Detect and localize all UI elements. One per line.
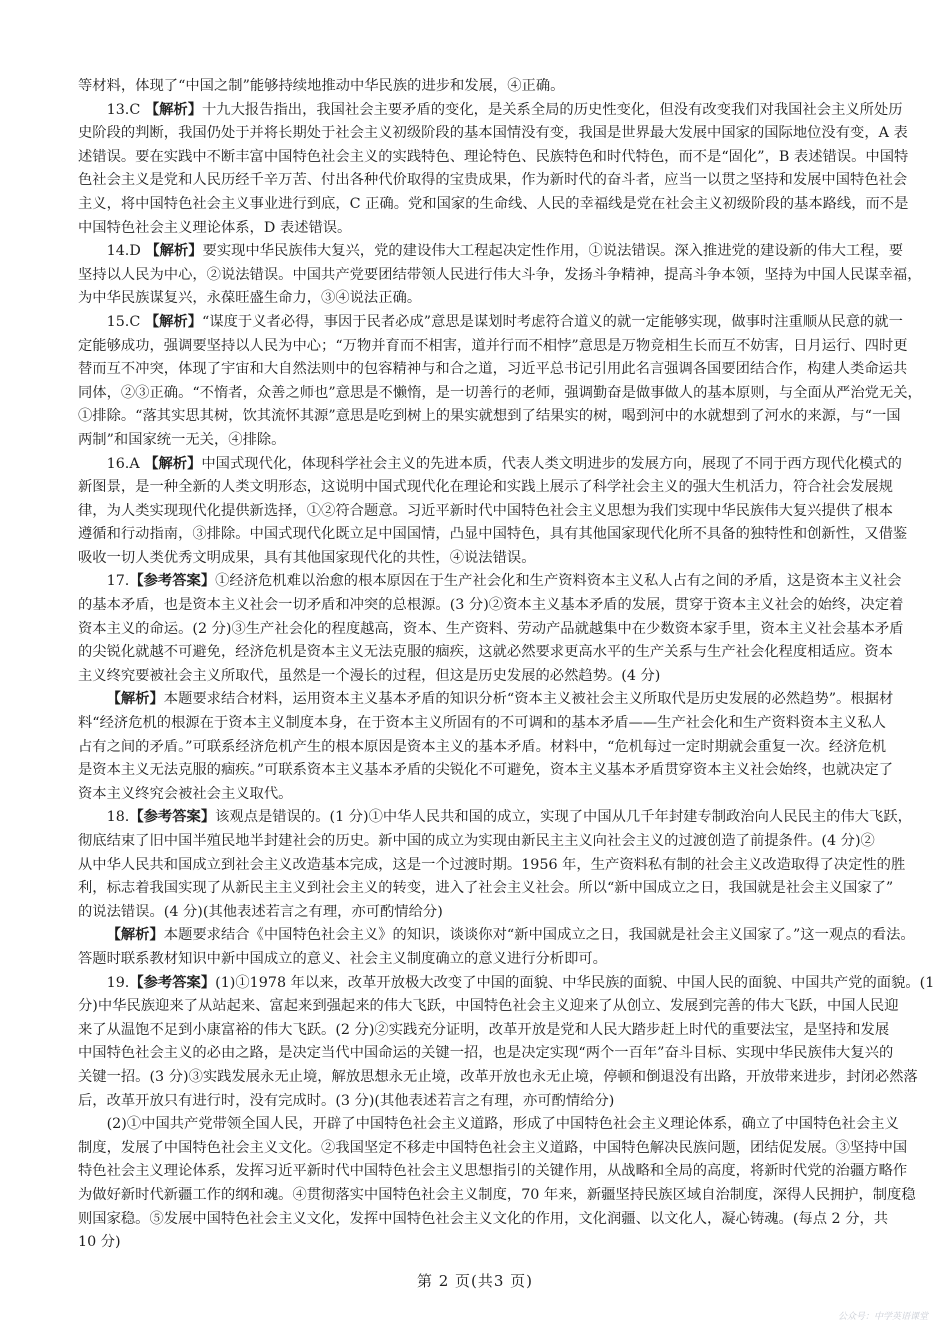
answer-paragraph [78, 99, 909, 241]
line-text: 从中华人民共和国成立到社会主义改造基本完成，这是一个过渡时期。1956 年，生产资料私有制的社会主义改造取得了决定性的胜 [78, 856, 906, 873]
text-line [78, 854, 906, 878]
section-tag: 【解析】 [144, 313, 203, 330]
line-text: 后，改革开放只有进行时，没有完成时。(3 分)(其他表述若言之有理，亦可酌情给分) [78, 1092, 615, 1109]
section-tag: 【参考答案】 [129, 974, 216, 991]
line-text: 来了从温饱不足到小康富裕的伟大飞跃。(2 分)②实践充分证明，改革开放是党和人民大踏步赶上时代的重要法宝，是坚持和发展 [78, 1021, 890, 1038]
text-line [78, 287, 872, 311]
text-line [78, 146, 909, 170]
line-text: 答题时联系教材知识中新中国成立的意义、社会主义制度确立的意义进行分析即可。 [78, 950, 607, 967]
line-text: 特色社会主义理论体系，发挥习近平新时代中国特色社会主义思想指引的关键作用，从战略和全局的高度，将新时代党的治疆方略作 [78, 1163, 908, 1180]
section-tag: 【解析】 [144, 455, 202, 472]
line-text: 述错误。要在实践中不断丰富中国特色社会主义的实践特色、理论特色、民族特色和时代特色，而不是“固化”，B 表述错误。中国特 [78, 148, 909, 165]
question-number: 16.A [106, 455, 145, 472]
text-line [78, 1160, 908, 1184]
line-text: 本题要求结合材料，运用资本主义基本矛盾的知识分析“资本主义被社会主义所取代是历史发展的必然趋势”。根据材 [163, 691, 894, 708]
line-text: 资本主义终究会被社会主义取代。 [78, 785, 293, 802]
text-line [78, 1113, 899, 1137]
line-text: 本题要求结合《中国特色社会主义》的知识，谈谈你对“新中国成立之日，我国就是社会主义国家了。”这一观点的看法。 [163, 927, 915, 944]
text-line [78, 122, 908, 146]
line-text: 坚持以人民为中心，②说法错误。中国共产党要团结带领人民进行伟大斗争，发扬斗争精神，提高斗争本领，坚持为中国人民谋幸福， [78, 266, 922, 283]
line-text: 的尖锐化就越不可避免，经济危机是资本主义无法克服的痼疾，这就必然要求更高水平的生产关系与生产社会化程度相适应。资本 [78, 644, 893, 661]
text-line [78, 523, 908, 547]
question-number: 19. [106, 974, 130, 991]
line-text: “谋度于义者必得，事因于民者必成”意思是谋划时考虑符合道义的就一定能够实现，做事时注重顺从民意的就一 [202, 313, 903, 330]
text-line [78, 594, 904, 618]
text-line [78, 948, 872, 972]
line-text: 主义终究要被社会主义所取代，虽然是一个漫长的过程，但这是历史发展的必然趋势。(4 分) [78, 667, 661, 684]
text-line [78, 311, 903, 335]
line-text: 等材料，体现了“中国之制”能够持续地推动中华民族的进步和发展，④正确。 [78, 78, 565, 94]
line-text: 中国式现代化，体现科学社会主义的先进本质，代表人类文明进步的发展方向，展现了不同于西方现代化模式的 [201, 455, 902, 472]
answer-paragraph [78, 688, 894, 806]
text-line [78, 1231, 872, 1255]
text-line [78, 99, 903, 123]
line-text: 的说法错误。(4 分)(其他表述若言之有理，亦可酌情给分) [78, 903, 443, 920]
line-text: 的基本矛盾，也是资本主义社会一切矛盾和冲突的总根源。(3 分)②资本主义基本矛盾的发展，贯穿于资本主义社会的始终，决定着 [78, 597, 904, 614]
text-line [78, 570, 902, 594]
line-text: 新图景，是一种全新的人类文明形态，这说明中国式现代化在理论和实践上展示了科学社会主义的强大生机活力，符合社会发展规 [78, 479, 893, 496]
text-line [78, 382, 922, 406]
text-line [78, 1184, 916, 1208]
text-line [78, 783, 872, 807]
line-text: (1)①1978 年以来，改革开放极大改变了中国的面貌、中华民族的面貌、中国人民的面貌、中国共产党的面貌。(1 [215, 974, 935, 991]
line-text: 中国特色社会主义理论体系，D 表述错误。 [78, 219, 352, 236]
line-text: 是资本主义无法克服的痼疾。”可联系资本主义基本矛盾的尖锐化不可避免，资本主义基本矛盾贯穿资本主义社会始终，也就决定了 [78, 762, 894, 779]
answer-paragraph [78, 311, 922, 453]
line-text: 十九大报告指出，我国社会主要矛盾的变化，是关系全局的历史性变化，但没有改变我们对我国社会主义所处历 [202, 101, 903, 118]
section-tag: 【解析】 [106, 927, 164, 944]
text-line [78, 429, 872, 453]
text-line [78, 995, 899, 1019]
text-line [78, 665, 872, 689]
text-line [78, 1090, 872, 1114]
line-text: 色社会主义是党和人民历经千辛万苦、付出各种代价取得的宝贵成果，作为新时代的奋斗者，应当一以贯之坚持和发展中国特色社会 [78, 172, 908, 189]
document-body [78, 75, 935, 1255]
text-line [78, 759, 894, 783]
section-tag: 【解析】 [145, 243, 203, 260]
text-line [78, 169, 908, 193]
text-line [78, 618, 904, 642]
line-text: 资本主义的命运。(2 分)③生产社会化的程度越高，资本、生产资料、劳动产品就越集中在少数资本家手里，资本主义社会基本矛盾 [78, 620, 904, 637]
answer-paragraph [78, 570, 904, 688]
text-line [78, 1137, 908, 1161]
text-line [78, 806, 912, 830]
line-text: 分)中华民族迎来了从站起来、富起来到强起来的伟大飞跃，中国特色社会主义迎来了从创立、发展到完善的伟大飞跃，中国人民迎 [78, 998, 899, 1015]
line-text: 利，标志着我国实现了从新民主主义到社会主义的转变，进入了社会主义社会。所以“新中国成立之日，我国就是社会主义国家了” [78, 880, 894, 897]
line-text: 吸收一切人类优秀文明成果，具有其他国家现代化的共性，④说法错误。 [78, 549, 536, 566]
section-tag: 【解析】 [106, 691, 164, 708]
text-line [78, 877, 894, 901]
question-number: 14.D [106, 243, 146, 260]
text-line [78, 335, 908, 359]
text-line [78, 453, 902, 477]
line-text: ①排除。“落其实思其树，饮其流怀其源”意思是吃到树上的果实就想到了结果实的树，喝到河中的水就想到了河水的来源，与“一国 [78, 408, 901, 425]
line-text: 关键一招。(3 分)③实践发展永无止境，解放思想永无止境，改革开放也永无止境，停顿和倒退没有出路，开放带来进步，封闭必然落 [78, 1068, 918, 1085]
text-line [78, 547, 872, 571]
line-text: 两制”和国家统一无关，④排除。 [78, 431, 286, 448]
text-line [78, 688, 894, 712]
section-tag: 【参考答案】 [129, 809, 216, 826]
line-text: 10 分) [78, 1234, 121, 1251]
text-line [78, 972, 935, 996]
section-tag: 【解析】 [144, 101, 203, 118]
line-text: (2)①中国共产党带领全国人民，开辟了中国特色社会主义道路，形成了中国特色社会主义理论体系，确立了中国特色社会主义 [106, 1116, 899, 1133]
text-line [78, 358, 908, 382]
text-line [78, 240, 904, 264]
text-line [78, 264, 922, 288]
text-line [78, 1019, 890, 1043]
text-line [78, 500, 893, 524]
line-text: 要实现中华民族伟大复兴，党的建设伟大工程起决定性作用，①说法错误。深入推进党的建设新的伟大工程，要 [202, 243, 904, 260]
answer-paragraph [78, 972, 935, 1114]
line-text: 同体，②③正确。“不惰者，众善之师也”意思是不懒惰，是一切善行的老师，强调勤奋是做事做人的基本原则，与全面从严治党无关， [78, 384, 922, 401]
text-line [78, 75, 872, 99]
line-text: 史阶段的判断，我国仍处于并将长期处于社会主义初级阶段的基本国情没有变，我国是世界最大发展中国家的国际地位没有变，A 表 [78, 125, 908, 142]
text-line [78, 217, 872, 241]
line-text: 彻底结束了旧中国半殖民地半封建社会的历史。新中国的成立为实现由新民主主义向社会主义的过渡创造了前提条件。(4 分)② [78, 833, 875, 849]
answer-paragraph [78, 240, 922, 311]
line-text: 中国特色社会主义的必由之路，是决定当代中国命运的关键一招，也是决定实现“两个一百年”奋斗目标、实现中华民族伟大复兴的 [78, 1045, 894, 1062]
line-text: 遵循和行动指南，③排除。中国式现代化既立足中国国情，凸显中国特色，具有其他国家现代化所不具备的独特性和创新性，又借鉴 [78, 526, 908, 543]
line-text: 主义，将中国特色社会主义事业进行到底，C 正确。党和国家的生命线、人民的幸福线是党在社会主义初级阶段的基本路线，而不是 [78, 195, 909, 212]
text-line [78, 1042, 894, 1066]
page-number: 第 2 页(共3 页) [416, 1272, 534, 1290]
line-text: 替而互不冲突，体现了宇宙和大自然法则中的包容精神与和合之道，习近平总书记引用此名言强调各国要团结合作，构建人类命运共 [78, 361, 908, 378]
line-text: 则国家稳。⑤发展中国特色社会主义文化，发挥中国特色社会主义文化的作用，文化润疆、以文化人，凝心铸魂。(每点 2 分，共 [78, 1210, 889, 1227]
answer-paragraph [78, 924, 915, 971]
text-line [78, 476, 893, 500]
answer-paragraph [78, 806, 912, 924]
text-line [78, 1066, 918, 1090]
answer-paragraph [78, 75, 872, 99]
text-line [78, 736, 887, 760]
text-line [78, 641, 893, 665]
line-text: 料“经济危机的根源在于资本主义制度本身，在于资本主义所固有的不可调和的基本矛盾——生产社会化和生产资料资本主义私人 [78, 715, 886, 732]
text-line [78, 901, 872, 925]
question-number: 13.C [106, 101, 145, 118]
answer-paragraph [78, 453, 908, 571]
text-line [78, 924, 915, 948]
text-line [78, 1208, 889, 1232]
question-number: 17. [106, 573, 130, 590]
line-text: 定能够成功，强调要坚持以人民为中心；“万物并育而不相害，道并行而不相悖”意思是万物竞相生长而互不妨害，日月运行、四时更 [78, 337, 908, 354]
line-text: 为中华民族谋复兴，永葆旺盛生命力，③④说法正确。 [78, 290, 422, 307]
section-tag: 【参考答案】 [129, 573, 216, 590]
question-number: 18. [106, 809, 130, 826]
line-text: ①经济危机难以治愈的根本原因在于生产社会化和生产资料资本主义私人占有之间的矛盾，这是资本主义社会 [215, 573, 902, 590]
text-line [78, 830, 875, 854]
text-line [78, 405, 901, 429]
answer-paragraph [78, 1113, 916, 1255]
text-line [78, 712, 886, 736]
line-text: 占有之间的矛盾。”可联系经济危机产生的根本原因是资本主义的基本矛盾。材料中，“危机每过一定时期就会重复一次。经济危机 [78, 738, 887, 755]
line-text: 制度，发展了中国特色社会主义文化。②我国坚定不移走中国特色社会主义道路，中国特色解决民族问题，团结促发展。③坚持中国 [78, 1139, 908, 1156]
watermark: 公众号：中学英语课堂 [838, 1312, 929, 1322]
text-line [78, 193, 909, 217]
line-text: 为做好新时代新疆工作的纲和魂。④贯彻落实中国特色社会主义制度，70 年来，新疆坚持民族区域自治制度，深得人民拥护，制度稳 [78, 1186, 916, 1203]
question-number: 15.C [106, 313, 145, 330]
line-text: 律，为人类实现现代化提供新选择，①②符合题意。习近平新时代中国特色社会主义思想为我们实现中华民族伟大复兴提供了根本 [78, 502, 893, 519]
line-text: 该观点是错误的。(1 分)①中华人民共和国的成立，实现了中国从几千年封建专制政治向人民民主的伟大飞跃， [215, 809, 912, 826]
